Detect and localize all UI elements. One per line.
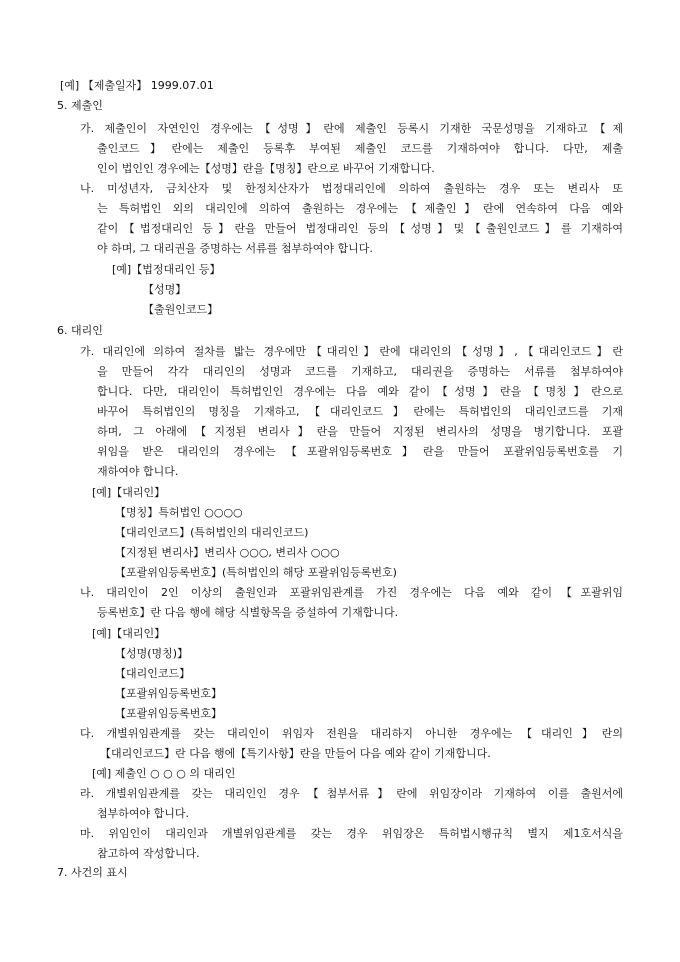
example-submission-date: [예] 【제출일자】 1999.07.01	[60, 79, 214, 92]
section-6-ga-line-2: 을 만들어 각각 대리인의 성명과 코드를 기재하고, 대리권을 증명하는 서류를 첨부하여야	[97, 365, 623, 378]
section-5-heading: 5. 제출인	[57, 99, 103, 112]
section-5-ga-line-3: 인이 법인인 경우에는【성명】란을【명칭】란으로 바꾸어 기재합니다.	[97, 162, 435, 175]
example-field-agent-code: 【대리인코드】(특허법인의 대리인코드)	[115, 526, 309, 539]
section-6-ga-line-6: 위임을 받은 대리인의 경우에는【포괄위임등록번호】란을 만들어 포괄위임등록번호를 기	[97, 445, 623, 458]
example-field-general-power-number: 【포괄위임등록번호】(특허법인의 해당 포괄위임등록번호)	[115, 566, 397, 579]
example-field-general-power-number-1: 【포괄위임등록번호】	[115, 687, 223, 700]
example-field-corp-name: 【명칭】특허법인 ○○○○	[115, 506, 243, 519]
section-6-ra-line-1: 라. 개별위임관계를 갖는 대리인인 경우【첨부서류】란에 위임장이라 기재하여 이를 출원서에	[80, 787, 623, 800]
section-6-heading: 6. 대리인	[57, 324, 103, 337]
section-6-da-line-2: 【대리인코드】란 다음 행에【특기사항】란을 만들어 다음 예와 같이 기재합니다.	[100, 747, 491, 760]
section-6-ga-line-7: 재하여야 합니다.	[97, 465, 179, 478]
example-submitter-agent: [예] 제출인 ○ ○ ○ 의 대리인	[92, 767, 236, 780]
section-6-na-line-1: 나. 대리인이 2인 이상의 출원인과 포괄위임관계를 가진 경우에는 다음 예와 같이【포괄위임	[80, 586, 623, 599]
section-6-ma-line-2: 참고하여 작성합니다.	[97, 847, 200, 860]
section-6-na-line-2: 등록번호】란 다음 행에 해당 식별항목을 증설하여 기재합니다.	[97, 606, 399, 619]
section-6-da-line-1: 다. 개별위임관계를 갖는 대리인이 위임자 전원을 대리하지 아니한 경우에는【대리인】란의	[80, 727, 623, 740]
example-field-name-or-title: 【성명(명칭)】	[115, 647, 189, 660]
example-field-applicant-code: 【출원인코드】	[143, 303, 219, 316]
section-6-ga-line-3: 합니다. 다만, 대리인이 특허법인인 경우에는 다음 예와 같이【성명】란을【명칭】란으로	[97, 385, 623, 398]
section-5-ga-line-1: 가. 제출인이 자연인인 경우에는【성명】란에 제출인 등록시 기재한 국문성명을 기재하고【제	[80, 122, 623, 135]
section-5-na-line-1: 나. 미성년자, 금치산자 및 한정치산자가 법정대리인에 의하여 출원하는 경우 또는 변리사 또	[80, 182, 623, 195]
example-field-name: 【성명】	[143, 283, 187, 296]
section-6-ma-line-1: 마. 위임인이 대리인과 개별위임관계를 갖는 경우 위임장은 특허법시행규칙 별지 제1호서식을	[80, 827, 623, 840]
section-7-heading: 7. 사건의 표시	[57, 866, 128, 879]
example-agent-1: [예]【대리인】	[92, 486, 166, 499]
example-agent-2: [예]【대리인】	[92, 627, 166, 640]
example-field-designated-attorney: 【지정된 변리사】변리사 ○○○, 변리사 ○○○	[115, 546, 340, 559]
section-5-ga-line-2: 출인코드】란에는 제출인 등록후 부여된 제출인 코드를 기재하여야 합니다. 다만, 제출	[97, 142, 623, 155]
example-field-agent-code-2: 【대리인코드】	[115, 667, 191, 680]
section-6-ga-line-1: 가. 대리인에 의하여 절차를 밟는 경우에만【대리인】란에 대리인의【성명】,【대리인코드】란	[80, 345, 623, 358]
section-5-na-line-3: 같이【법정대리인 등】란을 만들어 법정대리인 등의【성명】및【출원인코드】를 기재하여	[97, 222, 623, 235]
section-6-ga-line-4: 바꾸어 특허법인의 명칭을 기재하고,【대리인코드】란에는 특허법인의 대리인코드를 기재	[97, 405, 623, 418]
section-5-na-line-2: 는 특허법인 외의 대리인에 의하여 출원하는 경우에는【제출인】란에 연속하여 다음 예와	[97, 202, 623, 215]
example-field-general-power-number-2: 【포괄위임등록번호】	[115, 707, 223, 720]
section-5-na-line-4: 야 하며, 그 대리권을 증명하는 서류를 첨부하여야 합니다.	[97, 242, 373, 255]
section-6-ga-line-5: 하며, 그 아래에【지정된 변리사】란을 만들어 지정된 변리사의 성명을 병기합니다. 포괄	[97, 425, 623, 438]
section-6-ra-line-2: 첨부하여야 합니다.	[97, 807, 190, 820]
example-legal-representative: [예]【법정대리인 등】	[112, 263, 221, 276]
